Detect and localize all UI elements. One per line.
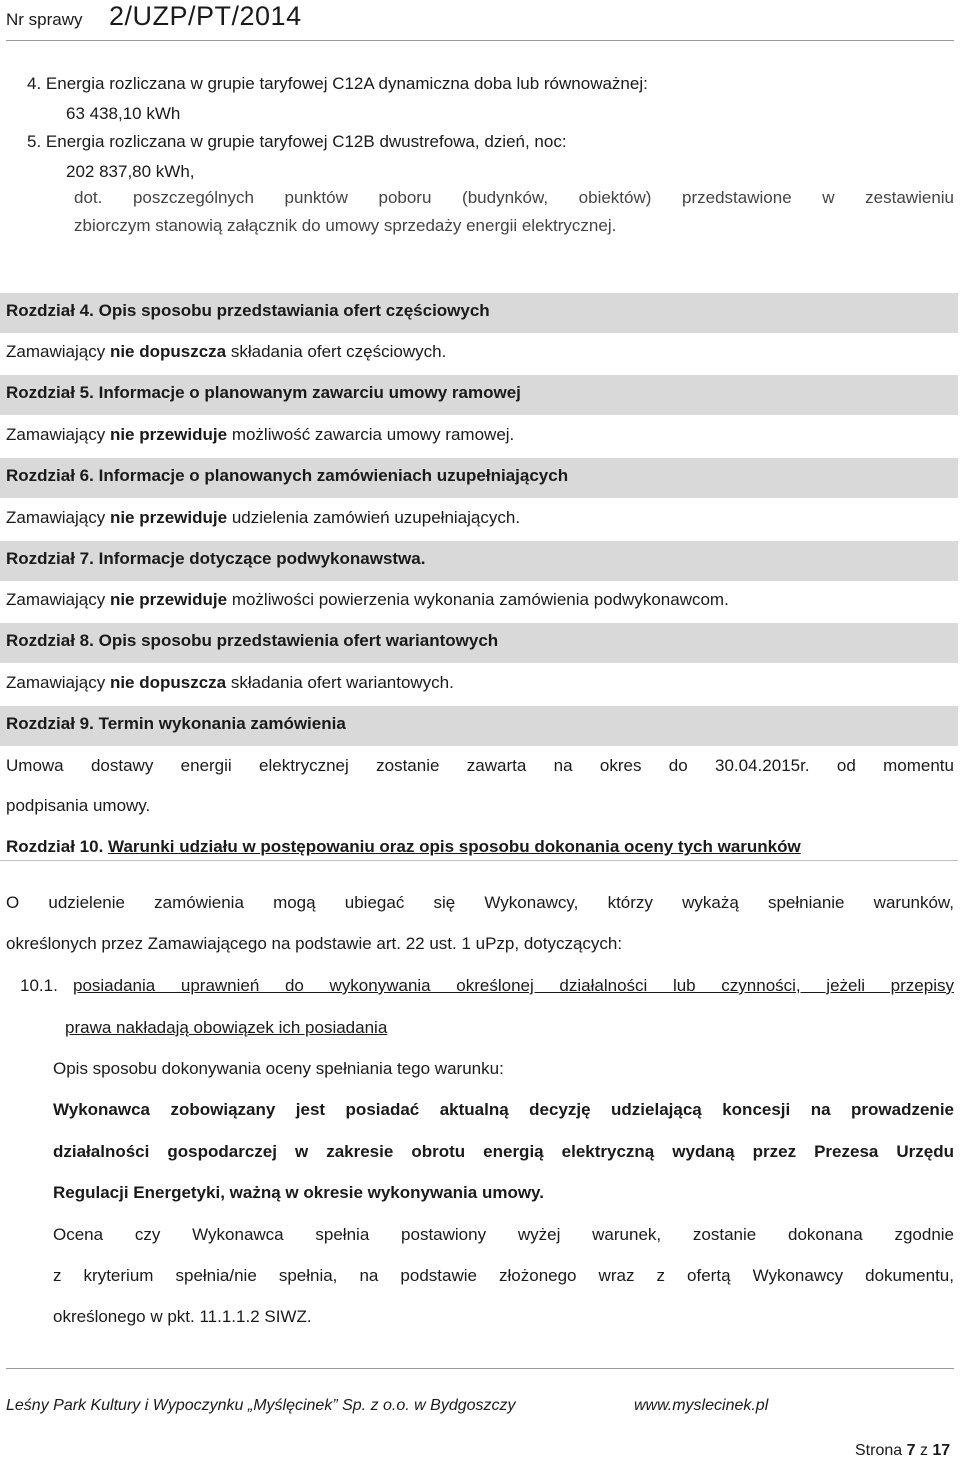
evaluation-line-1: Ocena czy Wykonawca spełnia postawiony wyżej warunek, zostanie dokonana zgodnie bbox=[53, 1225, 954, 1244]
requirement-line-2: działalności gospodarczej w zakresie obrotu energią elektryczną wydaną przez Prezesa Urzędu bbox=[53, 1142, 954, 1161]
section-4-heading: Rozdział 4. Opis sposobu przedstawiania ofert częściowych bbox=[0, 293, 958, 333]
item-10-1-line-1: posiadania uprawnień do wykonywania określonej działalności lub czynności, jeżeli przepisy bbox=[73, 976, 954, 995]
requirement-line-3: Regulacji Energetyki, ważną w okresie wykonywania umowy. bbox=[53, 1183, 544, 1202]
list-item-5: 5. Energia rozliczana w grupie taryfowej C12B dwustrefowa, dzień, noc: bbox=[27, 132, 567, 151]
page-header bbox=[6, 0, 954, 38]
note-line-2: zbiorczym stanowią załącznik do umowy sprzedaży energii elektrycznej. bbox=[74, 216, 617, 235]
item-10-1-number: 10.1. bbox=[20, 976, 58, 995]
section-8-text: Zamawiający nie dopuszcza składania ofert wariantowych. bbox=[6, 673, 454, 692]
section-5-text: Zamawiający nie przewiduje możliwość zawarcia umowy ramowej. bbox=[6, 425, 515, 444]
section-4-text: Zamawiający nie dopuszcza składania ofert częściowych. bbox=[6, 342, 447, 361]
evaluation-line-3: określonego w pkt. 11.1.1.2 SIWZ. bbox=[53, 1307, 312, 1326]
list-item-4: 4. Energia rozliczana w grupie taryfowej C12A dynamiczna doba lub równoważnej: bbox=[27, 74, 648, 93]
requirement-line-1: Wykonawca zobowiązany jest posiadać aktualną decyzję udzielającą koncesji na prowadzenie bbox=[53, 1100, 954, 1119]
section-5-heading: Rozdział 5. Informacje o planowanym zawarciu umowy ramowej bbox=[0, 375, 958, 415]
case-number: 2/UZP/PT/2014 bbox=[109, 1, 302, 31]
section-7-heading: Rozdział 7. Informacje dotyczące podwykonawstwa. bbox=[0, 541, 958, 581]
section-8-heading: Rozdział 8. Opis sposobu przedstawienia ofert wariantowych bbox=[0, 623, 958, 663]
section-9-text-line-1: Umowa dostawy energii elektrycznej zostanie zawarta na okres do 30.04.2015r. od momentu bbox=[6, 756, 954, 775]
footer-divider bbox=[6, 1368, 954, 1369]
section-6-text: Zamawiający nie przewiduje udzielenia zamówień uzupełniających. bbox=[6, 508, 521, 527]
section-9-text-line-2: podpisania umowy. bbox=[6, 796, 151, 815]
section-10-divider bbox=[0, 860, 958, 861]
section-7-text: Zamawiający nie przewiduje możliwości powierzenia wykonania zamówienia podwykonawcom. bbox=[6, 590, 729, 609]
case-number-label: Nr sprawy bbox=[6, 10, 83, 29]
footer-website-link[interactable]: www.myslecinek.pl bbox=[634, 1397, 769, 1414]
section-6-heading: Rozdział 6. Informacje o planowanych zamówieniach uzupełniających bbox=[0, 458, 958, 498]
evaluation-line-2: z kryterium spełnia/nie spełnia, na podstawie złożonego wraz z ofertą Wykonawcy dokumentu, bbox=[53, 1266, 954, 1285]
method-label: Opis sposobu dokonywania oceny spełniania tego warunku: bbox=[53, 1059, 504, 1078]
section-9-heading: Rozdział 9. Termin wykonania zamówienia bbox=[0, 706, 958, 746]
list-item-4-value: 63 438,10 kWh bbox=[66, 104, 181, 123]
section-10-intro-line-1: O udzielenie zamówienia mogą ubiegać się Wykonawcy, którzy wykażą spełnianie warunków, bbox=[6, 893, 954, 912]
item-10-1-line-2: prawa nakładają obowiązek ich posiadania bbox=[65, 1018, 388, 1037]
section-10-intro-line-2: określonych przez Zamawiającego na podstawie art. 22 ust. 1 uPzp, dotyczących: bbox=[6, 934, 623, 953]
header-divider bbox=[6, 40, 954, 41]
list-item-5-value: 202 837,80 kWh, bbox=[66, 162, 195, 181]
footer-organization: Leśny Park Kultury i Wypoczynku „Myślęcinek” Sp. z o.o. w Bydgoszczy bbox=[6, 1397, 516, 1414]
section-10-heading: Rozdział 10. Warunki udziału w postępowaniu oraz opis sposobu dokonania oceny tych warunków bbox=[6, 837, 801, 856]
page-number: Strona 7 z 17 bbox=[855, 1442, 951, 1459]
note-line-1: dot. poszczególnych punktów poboru (budynków, obiektów) przedstawione w zestawieniu bbox=[74, 188, 954, 207]
